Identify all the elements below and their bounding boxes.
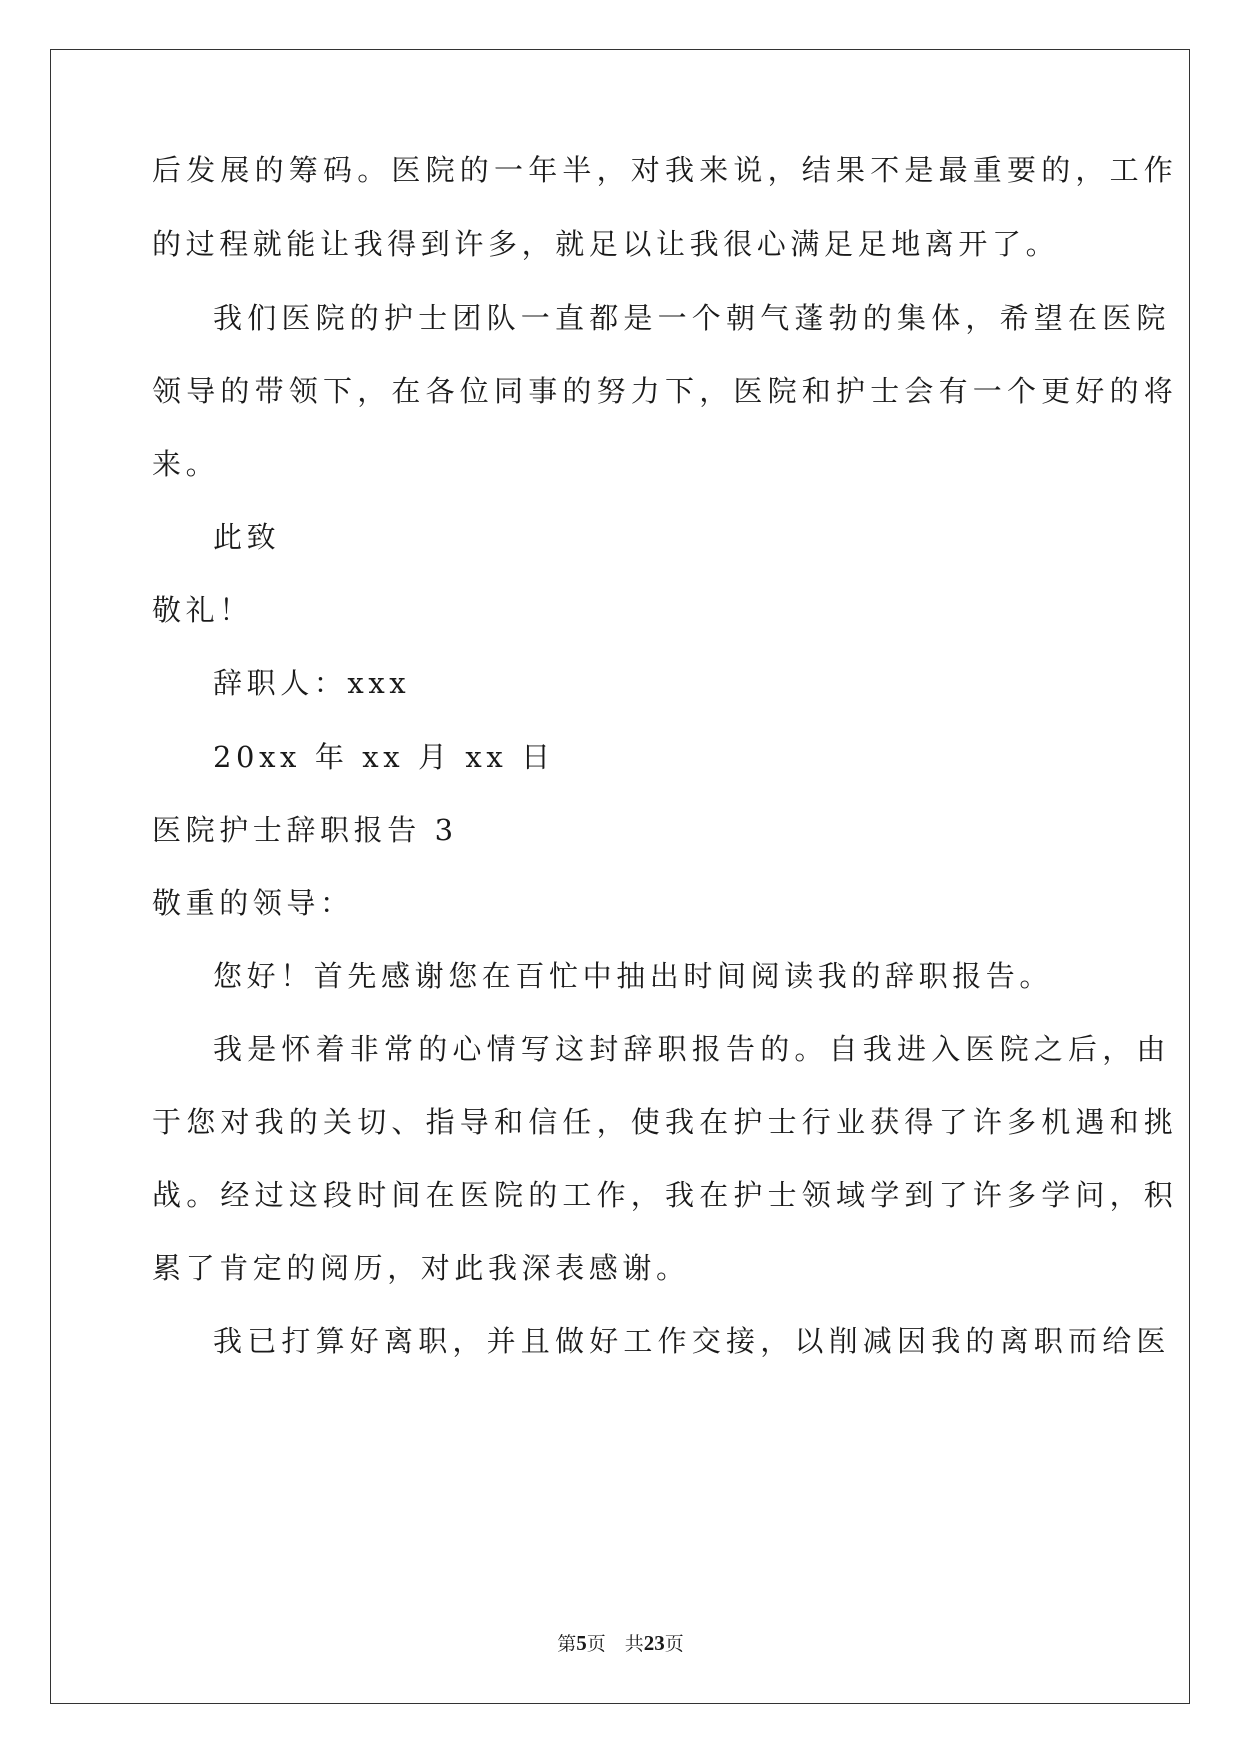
footer-total-pages: 23 [643,1631,665,1655]
body-line-9: 战。经过这段时间在医院的工作，我在护士领域学到了许多学问，积 [152,1178,1179,1212]
letter-greeting: 敬重的领导： [152,886,354,920]
body-line-4: 领导的带领下，在各位同事的努力下，医院和护士会有一个更好的将 [152,374,1179,408]
page-footer [0,1630,1241,1657]
footer-mid: 页 共 [586,1633,644,1655]
body-line-6: 您好！首先感谢您在百忙中抽出时间阅读我的辞职报告。 [213,959,1054,993]
body-line-2: 的过程就能让我得到许多，就足以让我很心满足足地离开了。 [152,227,1060,261]
body-line-8: 于您对我的关切、指导和信任，使我在护士行业获得了许多机遇和挑 [152,1105,1179,1139]
footer-suffix: 页 [664,1633,684,1655]
closing-respect: 敬礼！ [152,593,253,627]
body-line-1: 后发展的筹码。医院的一年半，对我来说，结果不是最重要的，工作 [152,153,1179,187]
body-line-7: 我是怀着非常的心情写这封辞职报告的。自我进入医院之后，由 [213,1032,1171,1066]
section-heading: 医院护士辞职报告 3 [152,813,458,847]
body-line-5: 来。 [152,447,220,481]
body-line-10: 累了肯定的阅历，对此我深表感谢。 [152,1251,690,1285]
signature-date: 20xx 年 xx 月 xx 日 [213,740,555,774]
footer-page-number: 5 [576,1631,587,1655]
footer-prefix: 第 [557,1633,577,1655]
body-line-11: 我已打算好离职，并且做好工作交接，以削减因我的离职而给医 [213,1324,1171,1358]
signature-name: 辞职人：xxx [213,666,411,700]
closing-salutation: 此致 [213,520,281,554]
body-line-3: 我们医院的护士团队一直都是一个朝气蓬勃的集体，希望在医院 [213,301,1171,335]
